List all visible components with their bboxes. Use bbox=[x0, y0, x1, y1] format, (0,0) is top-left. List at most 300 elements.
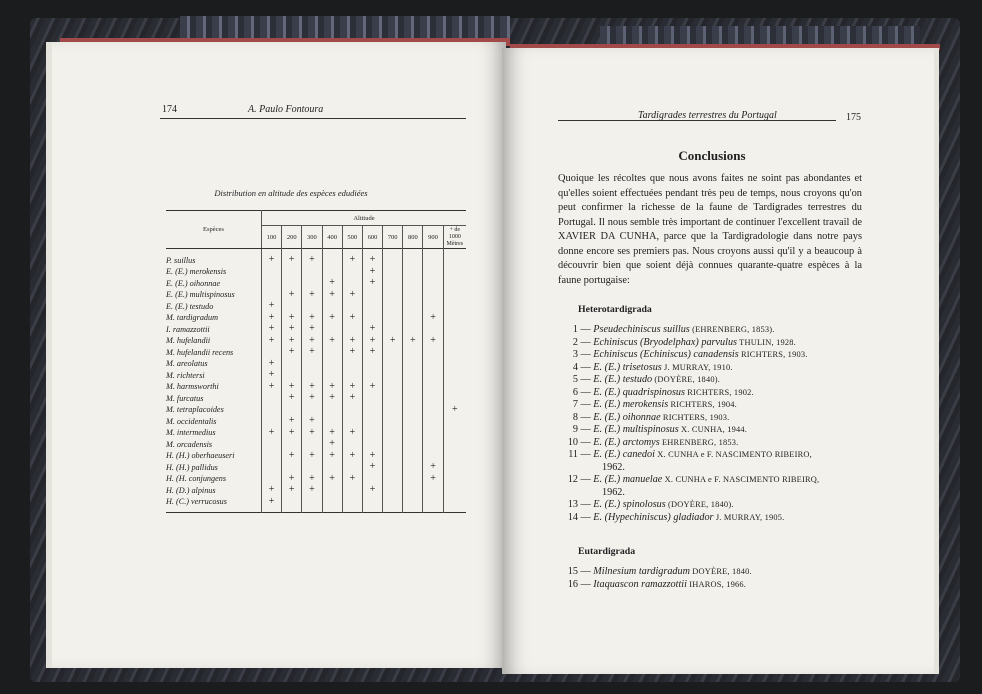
presence-mark: + bbox=[342, 428, 362, 440]
empty-cell bbox=[403, 462, 423, 474]
empty-cell bbox=[342, 359, 362, 371]
table-row bbox=[166, 336, 466, 348]
presence-mark: + bbox=[282, 428, 302, 440]
presence-mark: + bbox=[342, 336, 362, 348]
page-number-right: 175 bbox=[846, 112, 861, 123]
species-name: H. (H.) oberhaeuseri bbox=[166, 451, 235, 460]
taxon-author: RICHTERS, 1903. bbox=[738, 350, 808, 359]
empty-cell bbox=[443, 497, 466, 509]
presence-mark: + bbox=[342, 347, 362, 359]
presence-mark: + bbox=[322, 313, 342, 325]
item-dash: — bbox=[578, 399, 594, 410]
taxon-author: DOYÈRE, 1840. bbox=[689, 567, 752, 576]
empty-cell bbox=[403, 290, 423, 302]
empty-cell bbox=[362, 428, 382, 440]
empty-cell bbox=[443, 278, 466, 290]
presence-mark: + bbox=[362, 336, 382, 348]
species-list-item bbox=[558, 499, 734, 510]
empty-cell bbox=[383, 462, 403, 474]
taxon-author: (DOYÈRE, 1840). bbox=[652, 375, 721, 384]
species-name: M. tetraplacoides bbox=[166, 405, 224, 414]
running-head-right: Tardigrades terrestres du Portugal bbox=[638, 110, 777, 121]
empty-cell bbox=[403, 428, 423, 440]
species-list-item bbox=[558, 424, 747, 435]
empty-cell bbox=[322, 359, 342, 371]
altitude-header: Altitude bbox=[261, 211, 466, 226]
empty-cell bbox=[403, 382, 423, 394]
empty-cell bbox=[423, 428, 443, 440]
empty-cell bbox=[383, 485, 403, 497]
taxon-name: E. (E.) trisetosus bbox=[593, 361, 662, 373]
species-name: M. harmsworthi bbox=[166, 382, 219, 391]
empty-cell bbox=[443, 462, 466, 474]
empty-cell bbox=[383, 405, 403, 417]
item-dash: — bbox=[578, 474, 594, 485]
species-name: M. furcatus bbox=[166, 393, 204, 403]
heading-eutardigrada: Eutardigrada bbox=[578, 546, 636, 557]
taxon-author: EHRENBERG, 1853. bbox=[659, 437, 739, 447]
item-dash: — bbox=[578, 511, 594, 523]
empty-cell bbox=[383, 428, 403, 440]
header-rule-right bbox=[558, 120, 836, 121]
altitude-column-header-1000 bbox=[443, 226, 466, 249]
presence-mark: + bbox=[302, 393, 322, 405]
empty-cell bbox=[383, 439, 403, 451]
empty-cell bbox=[403, 393, 423, 405]
empty-cell bbox=[403, 474, 423, 486]
altitude-distribution-table bbox=[166, 210, 466, 513]
empty-cell bbox=[362, 393, 382, 405]
item-dash: — bbox=[578, 578, 594, 590]
presence-mark: + bbox=[322, 382, 342, 394]
altitude-column-header: 200 bbox=[282, 226, 302, 249]
species-name: M. occidentalis bbox=[166, 416, 217, 426]
item-number: 14 bbox=[567, 511, 578, 523]
empty-cell bbox=[423, 416, 443, 428]
presence-mark: + bbox=[302, 485, 322, 497]
presence-mark: + bbox=[261, 313, 281, 325]
presence-mark: + bbox=[322, 439, 342, 451]
presence-mark: + bbox=[302, 255, 322, 267]
species-name: I. ramazzottii bbox=[166, 324, 210, 334]
presence-mark: + bbox=[403, 336, 423, 348]
item-number: 12 bbox=[567, 474, 578, 485]
empty-cell bbox=[383, 313, 403, 325]
presence-mark: + bbox=[282, 347, 302, 359]
empty-cell bbox=[423, 290, 443, 302]
left-page bbox=[46, 42, 506, 668]
item-number: 13 bbox=[567, 499, 578, 510]
presence-mark: + bbox=[261, 485, 281, 497]
species-name: M. intermedius bbox=[166, 428, 216, 437]
presence-mark: + bbox=[282, 451, 302, 463]
taxon-author: X. CUNHA e F. NASCIMENTO RIBEIRQ, bbox=[662, 475, 820, 484]
empty-cell bbox=[403, 255, 423, 267]
species-list-item bbox=[558, 437, 738, 448]
item-number: 10 bbox=[567, 436, 578, 448]
presence-mark: + bbox=[302, 336, 322, 348]
species-name: M. orcadensis bbox=[166, 439, 213, 449]
empty-cell bbox=[383, 382, 403, 394]
empty-cell bbox=[342, 485, 362, 497]
taxon-name: E. (E.) testudo bbox=[593, 374, 653, 385]
table-row bbox=[166, 255, 466, 267]
species-name: M. richtersi bbox=[166, 370, 205, 380]
taxon-name: E. (E.) merokensis bbox=[593, 399, 669, 410]
presence-mark: + bbox=[443, 405, 466, 417]
table-row bbox=[166, 278, 466, 290]
table-row bbox=[166, 405, 466, 417]
empty-cell bbox=[261, 462, 281, 474]
empty-cell bbox=[282, 497, 302, 509]
item-dash: — bbox=[578, 324, 594, 335]
table-row bbox=[166, 428, 466, 440]
cover-marbled-edge-right bbox=[600, 26, 920, 46]
altitude-header-line: + de bbox=[449, 226, 461, 233]
taxon-name: E. (E.) manuelae bbox=[593, 474, 663, 485]
empty-cell bbox=[261, 439, 281, 451]
empty-cell bbox=[443, 267, 466, 279]
presence-mark: + bbox=[322, 393, 342, 405]
presence-mark: + bbox=[342, 474, 362, 486]
species-list-item bbox=[558, 362, 733, 373]
altitude-column-header: 100 bbox=[261, 226, 281, 249]
table-row bbox=[166, 313, 466, 325]
empty-cell bbox=[342, 497, 362, 509]
presence-mark: + bbox=[322, 290, 342, 302]
empty-cell bbox=[443, 416, 466, 428]
empty-cell bbox=[383, 359, 403, 371]
empty-cell bbox=[383, 497, 403, 509]
presence-mark: + bbox=[322, 428, 342, 440]
item-dash: — bbox=[578, 449, 594, 460]
table-row bbox=[166, 267, 466, 279]
empty-cell bbox=[362, 301, 382, 313]
presence-mark: + bbox=[342, 382, 362, 394]
presence-mark: + bbox=[302, 290, 322, 302]
item-dash: — bbox=[578, 436, 594, 448]
taxon-name: E. (E.) canedoi bbox=[593, 449, 655, 460]
presence-mark: + bbox=[423, 313, 443, 325]
presence-mark: + bbox=[362, 451, 382, 463]
species-name: M. hufelandii recens bbox=[166, 347, 234, 357]
empty-cell bbox=[443, 485, 466, 497]
table-row bbox=[166, 393, 466, 405]
taxon-author: J. MURRAY, 1910. bbox=[661, 362, 733, 372]
taxon-name: Milnesium tardigradum bbox=[593, 566, 690, 577]
species-list-item bbox=[558, 512, 784, 523]
table-row bbox=[166, 301, 466, 313]
taxon-name: Echiniscus (Bryodelphax) parvulus bbox=[593, 336, 738, 348]
empty-cell bbox=[282, 359, 302, 371]
empty-cell bbox=[362, 497, 382, 509]
presence-mark: + bbox=[362, 382, 382, 394]
presence-mark: + bbox=[282, 255, 302, 267]
item-dash: — bbox=[578, 386, 594, 398]
empty-cell bbox=[443, 359, 466, 371]
species-name: E. (E.) oihonnae bbox=[166, 278, 221, 288]
empty-cell bbox=[423, 255, 443, 267]
presence-mark: + bbox=[261, 359, 281, 371]
species-name: M. areolatus bbox=[166, 359, 208, 368]
empty-cell bbox=[383, 451, 403, 463]
empty-cell bbox=[383, 267, 403, 279]
empty-cell bbox=[261, 278, 281, 290]
empty-cell bbox=[362, 405, 382, 417]
table-row bbox=[166, 382, 466, 394]
conclusions-paragraph: Quoique les récoltes que nous avons faites ne soint pas abondantes et qu'elles soient effectuées pendant très peu de temps, nous croyons qu'on peut confirmer la richesse de la faune de Tardigrades terrestres du Portugal. Il nous semble très important de continuer l'excellent travail de XAVIER DA CUNHA, parce que la Tardigradologie dans notre pays donne encore ses premiers pas. Nous croyons aussi qu'il y a beaucoup à découvrir bien que soient déjà connues quarante-quatre espèces à la faune portugaise: bbox=[558, 173, 862, 286]
empty-cell bbox=[302, 497, 322, 509]
presence-mark: + bbox=[261, 255, 281, 267]
empty-cell bbox=[423, 405, 443, 417]
empty-cell bbox=[383, 370, 403, 382]
item-number: 1 bbox=[572, 324, 578, 335]
species-list-item bbox=[558, 474, 819, 485]
item-dash: — bbox=[578, 499, 594, 510]
presence-mark: + bbox=[261, 382, 281, 394]
empty-cell bbox=[403, 405, 423, 417]
taxon-author: RICHTERS, 1902. bbox=[684, 387, 754, 397]
taxon-name: E. (E.) arctomys bbox=[593, 436, 660, 448]
table-row bbox=[166, 462, 466, 474]
presence-mark: + bbox=[261, 428, 281, 440]
species-name: H. (C.) verrucosus bbox=[166, 497, 227, 506]
presence-mark: + bbox=[261, 324, 281, 336]
presence-mark: + bbox=[342, 313, 362, 325]
table-row bbox=[166, 451, 466, 463]
empty-cell bbox=[403, 301, 423, 313]
altitude-header-line: Mètres bbox=[446, 240, 464, 247]
empty-cell bbox=[383, 255, 403, 267]
table-row bbox=[166, 290, 466, 302]
empty-cell bbox=[383, 393, 403, 405]
presence-mark: + bbox=[322, 451, 342, 463]
taxon-author: J. MURRAY, 1905. bbox=[713, 512, 785, 522]
presence-mark: + bbox=[362, 255, 382, 267]
presence-mark: + bbox=[302, 313, 322, 325]
species-list-item bbox=[558, 449, 812, 460]
empty-cell bbox=[322, 347, 342, 359]
empty-cell bbox=[443, 313, 466, 325]
empty-cell bbox=[423, 347, 443, 359]
empty-cell bbox=[403, 451, 423, 463]
empty-cell bbox=[443, 347, 466, 359]
empty-cell bbox=[403, 485, 423, 497]
taxon-author: RICHTERS, 1904. bbox=[668, 400, 737, 409]
presence-mark: + bbox=[423, 474, 443, 486]
taxon-name: Itaquascon ramazzottii bbox=[593, 578, 687, 590]
presence-mark: + bbox=[362, 324, 382, 336]
empty-cell bbox=[443, 451, 466, 463]
item-number: 16 bbox=[567, 578, 578, 590]
presence-mark: + bbox=[282, 474, 302, 486]
empty-cell bbox=[403, 439, 423, 451]
item-number: 5 bbox=[572, 374, 578, 385]
empty-cell bbox=[403, 278, 423, 290]
empty-cell bbox=[403, 267, 423, 279]
presence-mark: + bbox=[261, 336, 281, 348]
species-name: M. hufelandii bbox=[166, 336, 211, 345]
altitude-column-header: 400 bbox=[322, 226, 342, 249]
presence-mark: + bbox=[302, 451, 322, 463]
species-list-item bbox=[558, 399, 737, 410]
presence-mark: + bbox=[261, 370, 281, 382]
empty-cell bbox=[282, 267, 302, 279]
empty-cell bbox=[383, 416, 403, 428]
species-list-item bbox=[558, 337, 796, 348]
taxon-author: (EHRENBERG, 1853). bbox=[689, 325, 775, 334]
presence-mark: + bbox=[282, 382, 302, 394]
species-list-item bbox=[558, 374, 720, 385]
altitude-column-header: 900 bbox=[423, 226, 443, 249]
running-head-left: A. Paulo Fontoura bbox=[248, 104, 324, 115]
cover-marbled-edge bbox=[180, 16, 510, 38]
presence-mark: + bbox=[302, 474, 322, 486]
empty-cell bbox=[443, 324, 466, 336]
empty-cell bbox=[383, 290, 403, 302]
empty-cell bbox=[322, 485, 342, 497]
empty-cell bbox=[443, 301, 466, 313]
taxon-name: E. (E.) quadrispinosus bbox=[593, 386, 685, 398]
species-list-item bbox=[558, 387, 754, 398]
species-name: P. suillus bbox=[166, 255, 196, 265]
presence-mark: + bbox=[322, 474, 342, 486]
empty-cell bbox=[443, 290, 466, 302]
presence-mark: + bbox=[362, 462, 382, 474]
presence-mark: + bbox=[282, 336, 302, 348]
table-row bbox=[166, 324, 466, 336]
right-page bbox=[502, 48, 939, 674]
empty-cell bbox=[322, 405, 342, 417]
empty-cell bbox=[362, 416, 382, 428]
presence-mark: + bbox=[423, 336, 443, 348]
table-row bbox=[166, 359, 466, 371]
taxon-name: E. (Hypechiniscus) gladiador bbox=[593, 511, 714, 523]
presence-mark: + bbox=[282, 416, 302, 428]
presence-mark: + bbox=[342, 393, 362, 405]
presence-mark: + bbox=[261, 301, 281, 313]
species-list-item bbox=[558, 412, 729, 423]
empty-cell bbox=[423, 497, 443, 509]
species-list-item bbox=[558, 579, 746, 590]
item-number: 7 bbox=[572, 399, 578, 410]
empty-cell bbox=[423, 485, 443, 497]
taxon-name: E. (E.) oihonnae bbox=[593, 411, 661, 423]
empty-cell bbox=[403, 497, 423, 509]
empty-cell bbox=[423, 370, 443, 382]
species-list-item bbox=[558, 349, 808, 360]
altitude-column-header: 500 bbox=[342, 226, 362, 249]
empty-cell bbox=[342, 405, 362, 417]
empty-cell bbox=[443, 382, 466, 394]
table-row bbox=[166, 370, 466, 382]
presence-mark: + bbox=[362, 485, 382, 497]
species-list-item-continuation: 1962. bbox=[602, 486, 625, 498]
table-row bbox=[166, 347, 466, 359]
empty-cell bbox=[443, 439, 466, 451]
empty-cell bbox=[423, 439, 443, 451]
taxon-name: E. (E.) spinolosus bbox=[593, 499, 666, 510]
presence-mark: + bbox=[342, 255, 362, 267]
empty-cell bbox=[342, 267, 362, 279]
empty-cell bbox=[403, 416, 423, 428]
species-name: M. tardigradum bbox=[166, 313, 219, 322]
empty-cell bbox=[261, 267, 281, 279]
header-rule-left bbox=[160, 118, 466, 119]
presence-mark: + bbox=[342, 451, 362, 463]
presence-mark: + bbox=[302, 347, 322, 359]
table-row bbox=[166, 497, 466, 509]
species-list-item-continuation: 1962. bbox=[602, 461, 625, 473]
taxon-author: IHAROS, 1966. bbox=[686, 579, 747, 589]
presence-mark: + bbox=[282, 313, 302, 325]
item-dash: — bbox=[578, 566, 594, 577]
item-number: 8 bbox=[572, 411, 578, 423]
presence-mark: + bbox=[362, 267, 382, 279]
species-header: Espèces bbox=[166, 211, 261, 249]
presence-mark: + bbox=[282, 485, 302, 497]
taxon-author: X. CUNHA, 1944. bbox=[678, 425, 748, 434]
table-body bbox=[166, 249, 466, 513]
table-row bbox=[166, 416, 466, 428]
taxon-author: RICHTERS, 1903. bbox=[660, 412, 730, 422]
item-dash: — bbox=[578, 374, 594, 385]
heading-heterotardigrada: Heterotardigrada bbox=[578, 304, 652, 315]
altitude-column-header: 600 bbox=[362, 226, 382, 249]
presence-mark: + bbox=[423, 462, 443, 474]
empty-cell bbox=[383, 278, 403, 290]
presence-mark: + bbox=[302, 428, 322, 440]
section-title-conclusions: Conclusions bbox=[678, 148, 746, 163]
presence-mark: + bbox=[302, 416, 322, 428]
presence-mark: + bbox=[383, 336, 403, 348]
item-number: 15 bbox=[567, 566, 578, 577]
empty-cell bbox=[443, 474, 466, 486]
table-row bbox=[166, 474, 466, 486]
altitude-column-header: 800 bbox=[403, 226, 423, 249]
taxon-author: (DOYÈRE, 1840). bbox=[665, 500, 734, 509]
presence-mark: + bbox=[322, 336, 342, 348]
item-number: 4 bbox=[572, 361, 578, 373]
presence-mark: + bbox=[282, 324, 302, 336]
species-name: H. (H. conjungens bbox=[166, 474, 227, 483]
item-dash: — bbox=[578, 424, 594, 435]
empty-cell bbox=[322, 255, 342, 267]
species-name: H. (D.) alpinus bbox=[166, 485, 216, 495]
species-name: E. (E.) merokensis bbox=[166, 267, 227, 276]
empty-cell bbox=[403, 313, 423, 325]
presence-mark: + bbox=[302, 324, 322, 336]
taxon-name: Echiniscus (Echiniscus) canadensis bbox=[593, 349, 739, 360]
empty-cell bbox=[403, 359, 423, 371]
empty-cell bbox=[322, 497, 342, 509]
empty-cell bbox=[423, 382, 443, 394]
taxon-author: THULIN, 1928. bbox=[737, 337, 796, 347]
empty-cell bbox=[362, 290, 382, 302]
empty-cell bbox=[443, 336, 466, 348]
empty-cell bbox=[423, 359, 443, 371]
presence-mark: + bbox=[261, 497, 281, 509]
empty-cell bbox=[423, 267, 443, 279]
table-title: Distribution en altitude des espèces edudiées bbox=[214, 188, 368, 198]
item-dash: — bbox=[578, 336, 594, 348]
species-list-item bbox=[558, 566, 752, 577]
presence-mark: + bbox=[362, 347, 382, 359]
empty-cell bbox=[423, 278, 443, 290]
empty-cell bbox=[362, 359, 382, 371]
species-name: E. (E.) multispinosus bbox=[166, 290, 235, 299]
item-dash: — bbox=[578, 349, 594, 360]
